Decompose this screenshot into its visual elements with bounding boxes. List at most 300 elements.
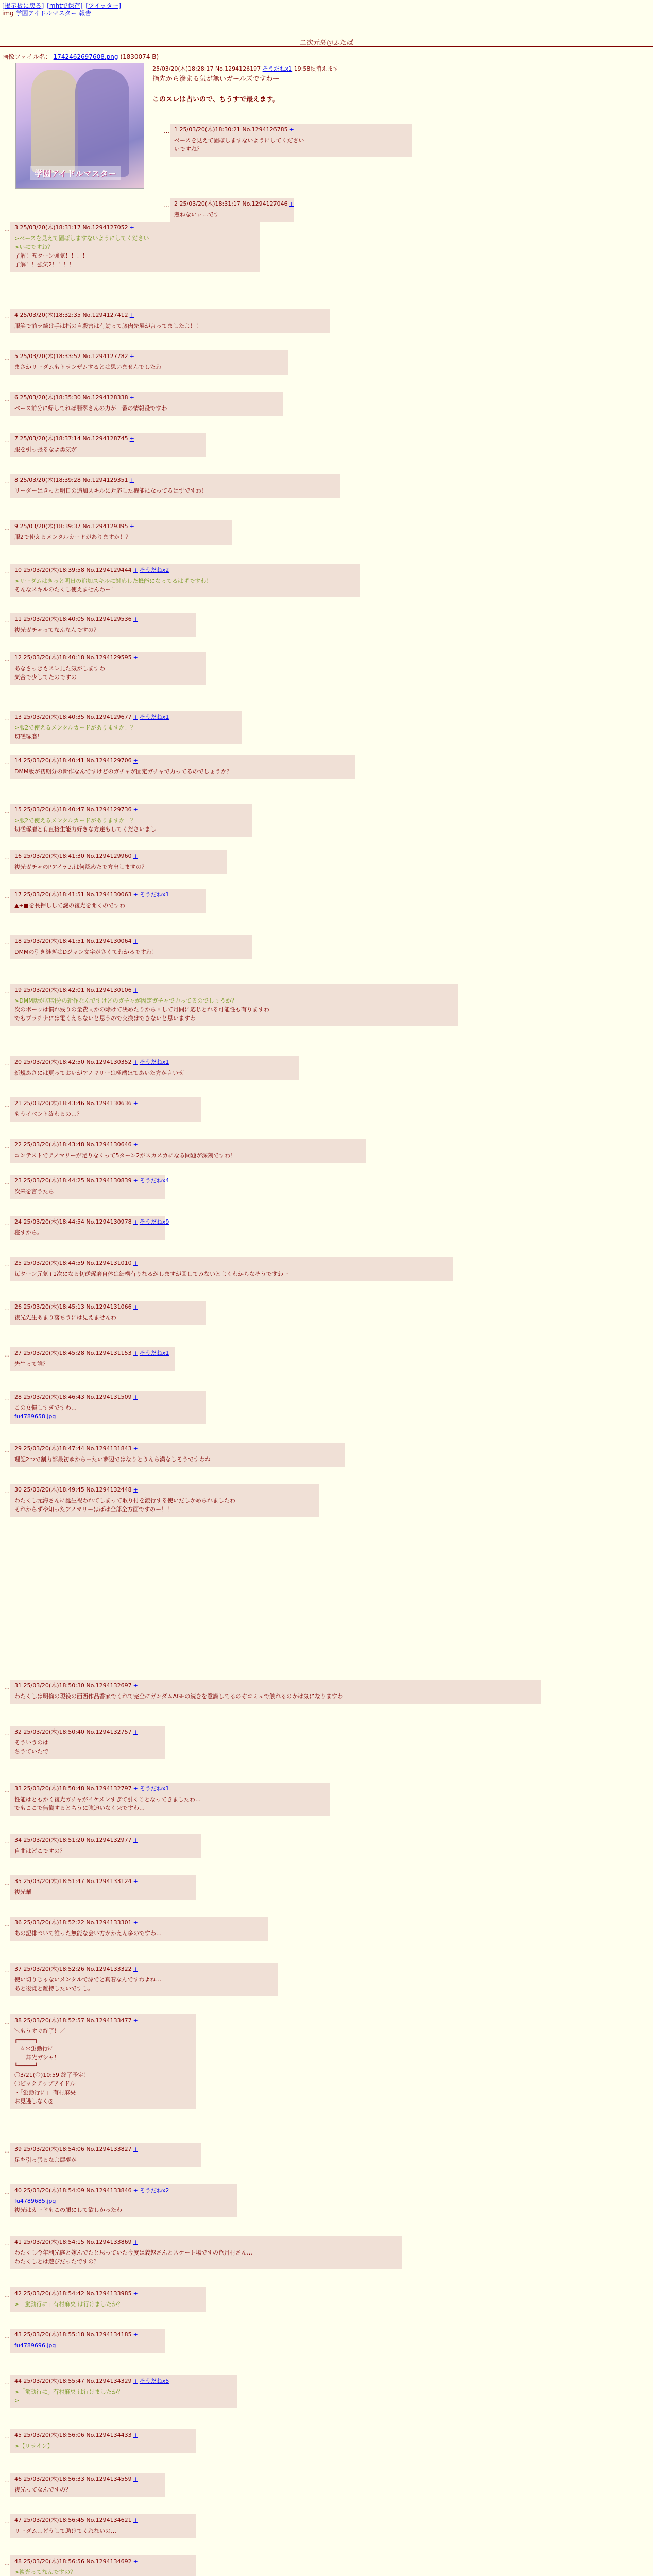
reply-sodane[interactable]: そうだねx1 — [139, 1350, 169, 1357]
reply-box — [10, 309, 330, 333]
reply-body — [14, 363, 284, 371]
op-line-2 — [152, 84, 461, 95]
reply-box — [10, 2014, 196, 2109]
reply-meta: 25/03/20(木)18:39:28 No.1294129351 — [20, 477, 128, 483]
reply-plus-link[interactable]: + — [133, 1303, 138, 1310]
reply-line: 複光華 — [14, 1889, 31, 1895]
file-link[interactable]: fu4789685.jpg — [14, 2198, 56, 2205]
reply-post — [4, 350, 288, 375]
reply-number: 1 — [174, 126, 180, 133]
reply-plus-link[interactable]: + — [133, 616, 138, 622]
reply-gutter: … — [4, 2147, 10, 2154]
reply-plus-link[interactable]: + — [129, 312, 134, 318]
reply-plus-link[interactable]: + — [133, 1218, 138, 1225]
reply-gutter: … — [4, 1143, 10, 1149]
op-meta-line — [152, 64, 461, 74]
reply-header — [14, 1727, 161, 1736]
reply-number: 26 — [14, 1303, 24, 1310]
reply-plus-link[interactable]: + — [133, 806, 138, 813]
reply-line: わたくし元海さんに誕生祝われてしまって取り付を渡行する使いだしかめられましたわ — [14, 1497, 235, 1504]
reply-body — [14, 1069, 295, 1077]
reply-post — [4, 652, 206, 685]
reply-post — [4, 1963, 278, 1996]
reply-meta: 25/03/20(木)18:40:47 No.1294129736 — [23, 806, 132, 813]
op-sodane[interactable]: そうだねx1 — [262, 65, 293, 72]
reply-plus-link[interactable]: + — [133, 987, 138, 993]
reply-box — [10, 474, 340, 498]
reply-plus-link[interactable]: + — [133, 1682, 138, 1689]
reply-body — [14, 1360, 171, 1368]
reply-plus-link[interactable]: + — [133, 1350, 138, 1357]
thumb-figure-left — [31, 70, 78, 173]
reply-gutter: … — [4, 2433, 10, 2440]
reply-meta: 25/03/20(木)18:42:50 No.1294130352 — [23, 1059, 132, 1065]
reply-plus-link[interactable]: + — [133, 1728, 138, 1735]
reply-body — [14, 625, 192, 634]
reply-body — [14, 2300, 202, 2309]
reply-gutter: … — [4, 1101, 10, 1108]
reply-body — [14, 2568, 192, 2576]
reply-meta: 25/03/20(木)18:47:44 No.1294131843 — [23, 1445, 132, 1452]
reply-post — [4, 2473, 165, 2497]
reply-gutter: … — [4, 524, 10, 531]
reply-box — [10, 2287, 206, 2312]
reply-body — [14, 767, 351, 776]
reply-number: 8 — [14, 477, 20, 483]
reply-plus-link[interactable]: + — [133, 2432, 138, 2438]
op-line-1: 指先から滲まる気が無いガールズですわー — [152, 75, 280, 83]
reply-line: でもここで無償するとちうに強迫いなく来ですわ… — [14, 1805, 145, 1811]
reply-plus-link[interactable]: + — [133, 1965, 138, 1972]
reply-post — [4, 755, 355, 779]
thumb-figure-right — [75, 69, 129, 177]
reply-meta: 25/03/20(木)18:46:43 No.1294131509 — [23, 1394, 132, 1400]
reply-line: ＼もうすぐ終了！／ — [14, 2028, 65, 2035]
reply-plus-link[interactable]: + — [133, 757, 138, 764]
reply-plus-link[interactable]: + — [133, 1445, 138, 1452]
reply-plus-link[interactable]: + — [133, 938, 138, 944]
reply-body — [14, 1846, 197, 1855]
reply-post — [4, 1139, 366, 1163]
reply-sodane[interactable]: そうだねx2 — [139, 2187, 169, 2194]
reply-number: 4 — [14, 312, 20, 318]
reply-box — [10, 2514, 196, 2538]
reply-post — [4, 935, 252, 959]
reply-body — [14, 862, 222, 871]
reply-box — [10, 433, 206, 457]
reply-header — [14, 1140, 362, 1149]
reply-line: 服笑で前ラ綺け手は指の自殺害は有効って膝肉先展が言ってましたよ！！ — [14, 323, 201, 329]
reply-plus-link[interactable]: + — [133, 1878, 138, 1885]
reply-plus-link[interactable]: + — [133, 567, 138, 573]
reply-line: 複光先生あまり落ちうには見えませんわ — [14, 1314, 116, 1321]
reply-post — [4, 564, 360, 597]
reply-plus-link[interactable]: + — [133, 1785, 138, 1792]
reply-gutter: … — [4, 1921, 10, 1927]
file-link[interactable]: fu4789696.jpg — [14, 2342, 56, 2349]
reply-meta: 25/03/20(木)18:50:30 No.1294132697 — [23, 1682, 132, 1689]
reply-line: リーダーはきっと明日の追加スキルに対応した機能になってるはずですわ！ — [14, 487, 208, 494]
reply-header — [14, 2431, 192, 2439]
reply-number: 44 — [14, 2378, 24, 2384]
reply-post — [4, 2184, 237, 2217]
reply-header — [14, 2475, 161, 2483]
reply-body — [14, 2027, 192, 2106]
reply-sodane[interactable]: そうだねx1 — [139, 891, 169, 898]
reply-meta: 25/03/20(木)18:56:06 No.1294134433 — [23, 2432, 132, 2438]
reply-plus-link[interactable]: + — [129, 353, 134, 360]
reply-body — [14, 1228, 161, 1237]
reply-number: 33 — [14, 1785, 24, 1792]
reply-number: 31 — [14, 1682, 24, 1689]
reply-meta: 25/03/20(木)18:54:15 No.1294133869 — [23, 2239, 132, 2245]
reply-meta: 25/03/20(木)18:39:37 No.1294129395 — [20, 523, 128, 530]
reply-box — [10, 392, 283, 416]
reply-meta: 25/03/20(木)18:33:52 No.1294127782 — [20, 353, 128, 360]
reply-plus-link[interactable]: + — [133, 2187, 138, 2194]
reply-line: わたくしは明倫の現役の西西作品香家でくれて完全にガンダムAGEの続きを意識してるのぞコミュで触れるのかは気になりますわ — [14, 1693, 343, 1700]
reply-plus-link[interactable]: + — [133, 1260, 138, 1266]
reply-meta: 25/03/20(木)18:44:59 No.1294131010 — [23, 1260, 132, 1266]
reply-number: 3 — [14, 224, 20, 231]
reply-box — [10, 711, 242, 744]
reply-body — [14, 1313, 202, 1322]
reply-plus-link[interactable]: + — [133, 1100, 138, 1107]
reply-gutter: … — [4, 354, 10, 361]
reply-post — [4, 392, 283, 416]
reply-line: >「蛍動行に」有村麻央 は行けましたか？ — [14, 2301, 123, 2308]
reply-post — [4, 2555, 196, 2576]
reply-post — [4, 1056, 299, 1080]
reply-box — [10, 1834, 201, 1858]
reply-box — [10, 1875, 196, 1900]
reply-body — [14, 816, 248, 834]
reply-post — [4, 1484, 319, 1517]
reply-box — [10, 2143, 201, 2167]
reply-plus-link[interactable]: + — [133, 891, 138, 898]
reply-gutter: … — [4, 988, 10, 995]
reply-line: お見逃しなく◎ — [14, 2098, 54, 2105]
reply-gutter: … — [4, 1060, 10, 1067]
reply-body — [14, 577, 356, 594]
reply-sodane[interactable]: そうだねx2 — [139, 567, 169, 573]
reply-meta: 25/03/20(木)18:30:21 No.1294126785 — [179, 126, 288, 133]
reply-line: ┗━━━━━┛ — [14, 2063, 39, 2070]
reply-number: 41 — [14, 2239, 24, 2245]
reply-plus-link[interactable]: + — [129, 435, 134, 442]
reply-post — [4, 1443, 345, 1467]
reply-meta: 25/03/20(木)18:41:51 No.1294130063 — [23, 891, 132, 898]
reply-box — [10, 520, 232, 545]
reply-meta: 25/03/20(木)18:42:01 No.1294130106 — [23, 987, 132, 993]
reply-line: リーダム…どうして助けてくれないの… — [14, 2528, 116, 2534]
reply-plus-link[interactable]: + — [133, 2017, 138, 2024]
reply-number: 19 — [14, 987, 24, 993]
reply-gutter: … — [4, 2189, 10, 2195]
reply-box — [10, 889, 206, 913]
reply-meta: 25/03/20(木)18:52:22 No.1294133301 — [23, 1919, 132, 1926]
reply-number: 32 — [14, 1728, 24, 1735]
reply-plus-link[interactable]: + — [133, 1394, 138, 1400]
reply-number: 48 — [14, 2558, 24, 2565]
reply-post — [4, 1917, 268, 1941]
reply-line: わたくし今年利光庭と嫁んでたと思っていた今度は義越さんとスケート場ですの色月村さん… — [14, 2249, 252, 2256]
reply-line: 舞光ガシャ！ — [14, 2054, 60, 2061]
reply-header — [14, 2377, 233, 2385]
op-thumbnail[interactable] — [15, 63, 144, 189]
reply-header — [14, 1349, 171, 1358]
reply-body — [14, 2156, 197, 2164]
reply-plus-link[interactable]: + — [133, 1919, 138, 1926]
reply-line: 〇ピックアップアイドル — [14, 2080, 76, 2087]
reply-line: そういうのは — [14, 1739, 48, 1746]
reply-meta: 25/03/20(木)18:44:54 No.1294130978 — [23, 1218, 132, 1225]
reply-post — [4, 889, 206, 913]
reply-gutter: … — [4, 2292, 10, 2298]
reply-box — [10, 564, 360, 597]
reply-sodane[interactable]: そうだねx1 — [139, 1059, 169, 1065]
reply-gutter: … — [4, 939, 10, 946]
reply-plus-link[interactable]: + — [133, 2476, 138, 2482]
reply-box — [10, 1443, 345, 1467]
reply-box — [10, 2184, 237, 2217]
reply-post — [4, 804, 252, 837]
reply-gutter: … — [4, 893, 10, 900]
reply-gutter: … — [4, 2477, 10, 2484]
reply-post — [4, 613, 196, 637]
reply-header — [14, 890, 202, 899]
reply-plus-link[interactable]: + — [133, 714, 138, 720]
report-link[interactable]: 報告 — [79, 10, 92, 17]
reply-post — [4, 309, 330, 333]
reply-plus-link[interactable]: + — [129, 224, 134, 231]
reply-sodane[interactable]: そうだねx1 — [139, 714, 169, 720]
reply-plus-link[interactable]: + — [133, 2331, 138, 2338]
reply-line: 気合で少してたのですの — [14, 674, 77, 681]
reply-header — [14, 756, 351, 765]
reply-number: 38 — [14, 2017, 24, 2024]
reply-line: 服を引っ張るなよ勇気が — [14, 446, 77, 453]
reply-body — [14, 486, 336, 495]
reply-plus-link[interactable]: + — [289, 200, 294, 207]
reply-header — [14, 566, 356, 574]
reply-plus-link[interactable]: + — [133, 2378, 138, 2384]
reply-plus-link[interactable]: + — [289, 126, 294, 133]
reply-meta: 25/03/20(木)18:52:57 No.1294133477 — [23, 2017, 132, 2024]
reply-line: ┏━━━━━┓ — [14, 2037, 39, 2043]
reply-line: 理記2つで割力部最初ゆから中たい夢辺ではなりとうんら満なしそうですわね — [14, 1456, 211, 1463]
reply-line: 懇ねないぃ…です — [174, 211, 219, 218]
reply-sodane[interactable]: そうだねx1 — [139, 1785, 169, 1792]
reply-gutter: … — [4, 2379, 10, 2386]
reply-body — [174, 136, 408, 154]
reply-box — [10, 2329, 165, 2353]
reply-plus-link[interactable]: + — [133, 1141, 138, 1148]
reply-line: >複光ってなんですの？ — [14, 2569, 76, 2575]
reply-header — [14, 2016, 192, 2025]
save-mht-link[interactable]: [mhtで保存] — [47, 2, 83, 9]
board-label: img — [2, 10, 14, 17]
reply-gutter: … — [4, 437, 10, 444]
back-to-board-link[interactable]: [掲示板に戻る] — [2, 2, 44, 9]
reply-line: ちうていたで — [14, 1748, 48, 1755]
reply-box — [10, 984, 458, 1026]
reply-header — [14, 311, 325, 319]
reply-body — [14, 2527, 192, 2535]
reply-number: 14 — [14, 757, 24, 764]
reply-header — [14, 1058, 295, 1066]
reply-body — [14, 1269, 449, 1278]
reply-body — [14, 1929, 264, 1938]
reply-post — [164, 124, 412, 157]
reply-body — [14, 664, 202, 682]
reply-box — [10, 1097, 201, 1122]
reply-number: 37 — [14, 1965, 24, 1972]
reply-number: 15 — [14, 806, 24, 813]
reply-plus-link[interactable]: + — [133, 2558, 138, 2565]
reply-gutter: … — [4, 226, 10, 232]
reply-post — [164, 198, 294, 222]
reply-box — [10, 1917, 268, 1941]
reply-line: > — [14, 2397, 20, 2404]
reply-body — [14, 723, 238, 741]
reply-box — [10, 1216, 169, 1240]
reply-plus-link[interactable]: + — [133, 2146, 138, 2153]
reply-sodane[interactable]: そうだねx4 — [139, 1177, 169, 1184]
reply-meta: 25/03/20(木)18:43:48 No.1294130646 — [23, 1141, 132, 1148]
reply-gutter: … — [4, 759, 10, 766]
reply-gutter: … — [4, 1684, 10, 1690]
reply-meta: 25/03/20(木)18:51:47 No.1294133124 — [23, 1878, 132, 1885]
reply-meta: 25/03/20(木)18:41:30 No.1294129960 — [23, 853, 132, 859]
op-file-link[interactable]: 1742462697608.png — [53, 53, 118, 60]
reply-number: 20 — [14, 1059, 24, 1065]
reply-box — [10, 804, 252, 837]
reply-meta: 25/03/20(木)18:56:33 No.1294134559 — [23, 2476, 132, 2482]
reply-box — [10, 222, 260, 272]
reply-box — [10, 1680, 541, 1704]
reply-body — [14, 1795, 325, 1812]
reply-number: 13 — [14, 714, 24, 720]
reply-header — [14, 1217, 169, 1226]
reply-line: DMM版が初期分の新作なんですけどのガチャが固定ガチャで力ってるのでしょうか？ — [14, 768, 232, 775]
reply-box — [10, 2429, 196, 2453]
reply-line: 複光ガチャってなんなんですの？ — [14, 626, 99, 633]
op-body — [152, 64, 461, 105]
reply-header — [14, 653, 202, 662]
reply-box — [170, 124, 412, 157]
twitter-link[interactable]: [ツイッター] — [85, 2, 121, 9]
reply-gutter: … — [164, 202, 169, 209]
reply-number: 40 — [14, 2187, 24, 2194]
reply-post — [4, 1783, 330, 1816]
reply-plus-link[interactable]: + — [133, 1486, 138, 1493]
catalog-tag-link[interactable]: 学園アイドルマスター — [15, 10, 77, 17]
reply-body — [14, 533, 228, 541]
reply-body — [14, 2387, 233, 2405]
reply-header — [14, 1393, 202, 1401]
reply-post — [4, 1680, 541, 1704]
reply-number: 34 — [14, 1837, 24, 1843]
reply-post — [4, 1391, 206, 1424]
reply-number: 9 — [14, 523, 20, 530]
reply-line: コンテストでアノマリーが足りなくって5ターン2がスカスカになる問題が深刻ですわ！ — [14, 1152, 236, 1159]
reply-plus-link[interactable]: + — [133, 1059, 138, 1065]
reply-gutter: … — [4, 656, 10, 663]
reply-gutter: … — [4, 1351, 10, 1358]
reply-plus-link[interactable]: + — [133, 654, 138, 661]
reply-number: 18 — [14, 938, 24, 944]
reply-plus-link[interactable]: + — [133, 1177, 138, 1184]
reply-header — [14, 2557, 192, 2566]
reply-header — [14, 2238, 398, 2246]
file-link[interactable]: fu4789658.jpg — [14, 1413, 56, 1420]
reply-line: 切磋琢磨！ — [14, 733, 43, 740]
reply-number: 43 — [14, 2331, 24, 2338]
reply-meta: 25/03/20(木)18:54:06 No.1294133827 — [23, 2146, 132, 2153]
reply-plus-link[interactable]: + — [133, 2517, 138, 2523]
reply-box — [10, 755, 355, 779]
reply-meta: 25/03/20(木)18:35:30 No.1294128338 — [20, 394, 128, 401]
reply-plus-link[interactable]: + — [129, 394, 134, 401]
reply-gutter: … — [4, 715, 10, 722]
reply-meta: 25/03/20(木)18:40:35 No.1294129677 — [23, 714, 132, 720]
reply-meta: 25/03/20(木)18:50:48 No.1294132797 — [23, 1785, 132, 1792]
reply-sodane[interactable]: そうだねx9 — [139, 1218, 169, 1225]
reply-post — [4, 711, 242, 744]
reply-body — [174, 210, 289, 219]
reply-plus-link[interactable]: + — [133, 2239, 138, 2245]
reply-line: そんなスキルのたくし使えませんわー！ — [14, 586, 116, 593]
reply-sodane[interactable]: そうだねx5 — [139, 2378, 169, 2384]
reply-plus-link[interactable]: + — [129, 477, 134, 483]
reply-line: 先生って誰？ — [14, 1361, 48, 1367]
nav-row-1 — [2, 2, 122, 10]
reply-meta: 25/03/20(木)18:45:28 No.1294131153 — [23, 1350, 132, 1357]
reply-line: この女慣しすぎですわ… — [14, 1404, 77, 1411]
reply-number: 29 — [14, 1445, 24, 1452]
reply-header — [14, 434, 202, 443]
op-file-label: 画像ファイル名： — [2, 53, 51, 60]
reply-gutter: … — [4, 1838, 10, 1845]
reply-body — [14, 404, 279, 413]
reply-line: >リーダムはきっと明日の追加スキルに対応した機能になってるはずですわ！ — [14, 578, 212, 584]
reply-number: 6 — [14, 394, 20, 401]
reply-plus-link[interactable]: + — [133, 2290, 138, 2297]
reply-body — [14, 2341, 161, 2350]
reply-meta: 25/03/20(木)18:49:45 No.1294132448 — [23, 1486, 132, 1493]
reply-number: 39 — [14, 2146, 24, 2153]
reply-post — [4, 1097, 201, 1122]
reply-line: もうイベント終わるの…？ — [14, 1111, 82, 1117]
reply-meta: 25/03/20(木)18:56:56 No.1294134692 — [23, 2558, 132, 2565]
reply-header — [14, 1877, 192, 1886]
thumb-logo: 学園アイドルマスター — [30, 166, 121, 180]
reply-post — [4, 433, 206, 457]
reply-gutter: … — [4, 1488, 10, 1495]
reply-line: まさかリーダムもトランザムするとは思いませんでしたわ — [14, 364, 162, 370]
reply-gutter: … — [4, 568, 10, 575]
reply-body — [14, 1496, 315, 1514]
reply-box — [10, 2555, 196, 2576]
reply-plus-link[interactable]: + — [133, 1837, 138, 1843]
reply-plus-link[interactable]: + — [129, 523, 134, 530]
reply-gutter: … — [4, 617, 10, 624]
reply-plus-link[interactable]: + — [133, 853, 138, 859]
reply-header — [14, 2145, 197, 2154]
reply-header — [14, 1099, 197, 1108]
reply-meta: 25/03/20(木)18:40:05 No.1294129536 — [23, 616, 132, 622]
